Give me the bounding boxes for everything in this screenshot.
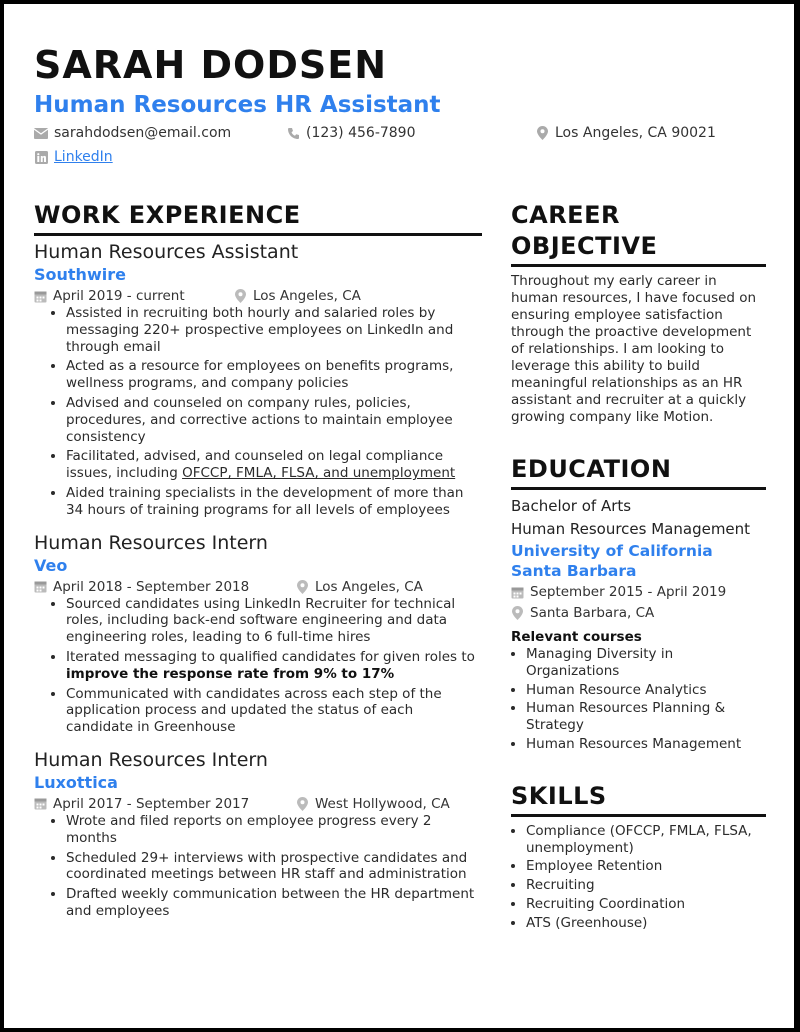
list-item: • Scheduled 29+ interviews with prospective candidates and coordinated meetings between HR staff and administration [66, 850, 482, 884]
list-item: • Human Resource Analytics [526, 682, 766, 699]
job-bullets [34, 813, 482, 920]
education-dates [511, 583, 766, 601]
job-meta [34, 287, 482, 305]
job-dates [34, 578, 296, 596]
work-experience-section [34, 200, 482, 932]
list-item: • Compliance (OFCCP, FMLA, FLSA, unemployment) [526, 823, 766, 857]
list-item: • Drafted weekly communication between the HR department and employees [66, 886, 482, 920]
list-item: • Assisted in recruiting both hourly and salaried roles by messaging 220+ prospective employees on LinkedIn and through email [66, 305, 482, 355]
map-pin-icon [296, 580, 309, 593]
location [511, 604, 654, 622]
contact-email [34, 124, 231, 142]
bullet-underlined-text: OFCCP, FMLA, FLSA, and unemployment [182, 465, 456, 482]
job-title: Human Resources Intern [34, 748, 268, 771]
job-meta [34, 795, 482, 813]
location-text: Los Angeles, CA [315, 578, 423, 595]
list-item: • Managing Diversity in Organizations [526, 646, 766, 680]
email-text: sarahdodsen@email.com [54, 125, 232, 141]
school-name: University of California Santa Barbara [511, 542, 713, 580]
job-location [296, 578, 423, 596]
job-dates [34, 287, 234, 305]
linkedin-link[interactable]: LinkedIn [54, 149, 113, 165]
candidate-name: SARAH DODSEN [34, 43, 387, 87]
degree: Bachelor of Arts [511, 497, 632, 515]
education-heading: EDUCATION [511, 454, 766, 490]
career-objective-heading [511, 200, 766, 267]
location-text: Santa Barbara, CA [530, 605, 655, 621]
list-item: • Human Resources Planning & Strategy [526, 700, 766, 734]
calendar-icon [511, 586, 524, 599]
work-experience-heading: WORK EXPERIENCE [34, 200, 482, 236]
skills-heading: SKILLS [511, 781, 766, 817]
list-item: • Recruiting Coordination [526, 896, 766, 913]
list-item: • ATS (Greenhouse) [526, 915, 766, 932]
map-pin-icon [296, 797, 309, 810]
job-dates [34, 795, 296, 813]
map-pin-icon [234, 290, 247, 303]
candidate-role: Human Resources HR Assistant [34, 92, 441, 118]
dates-text: April 2017 - September 2017 [53, 795, 250, 812]
location-text: Los Angeles, CA [253, 288, 361, 304]
list-item: • Acted as a resource for employees on benefits programs, wellness programs, and company policies [66, 358, 482, 392]
heading-line: CAREER [511, 201, 620, 229]
calendar-icon [34, 290, 47, 303]
list-item: • Aided training specialists in the development of more than 34 hours of training programs for all levels of employees [66, 485, 482, 519]
map-pin-icon [535, 126, 549, 140]
major: Human Resources Management [511, 520, 751, 538]
list-item: • Employee Retention [526, 858, 766, 875]
linkedin-icon [34, 150, 48, 164]
contact-phone [286, 124, 416, 142]
relevant-courses-label: Relevant courses [511, 629, 642, 645]
bullet-bold-text: improve the response rate from 9% to 17% [66, 665, 395, 682]
list-item: • Sourced candidates using LinkedIn Recruiter for technical roles, including back-end software engineering and data engineering roles, leading to 6 full-time hires [66, 596, 482, 646]
phone-icon [286, 126, 300, 140]
job-title: Human Resources Intern [34, 531, 268, 554]
bullet-text: Facilitated, advised, and counseled on legal compliance issues, including [66, 448, 444, 482]
list-item: • Advised and counseled on company rules, policies, procedures, and corrective actions to maintain employee consistency [66, 395, 482, 445]
list-item [66, 448, 482, 482]
contact-location [535, 124, 716, 142]
sidebar-column [511, 200, 766, 934]
dates-text: September 2015 - April 2019 [530, 584, 727, 600]
career-objective-text: Throughout my early career in human resources, I have focused on ensuring employee satisfaction through the proactive development of relationships. I am looking to leverage this ability to build meaningful relationships as an HR assistant and recruiter at a quickly growing company like Motion. [511, 273, 757, 425]
courses-list [511, 646, 766, 753]
job-entry [34, 240, 482, 519]
dates [511, 583, 726, 601]
job-entry [34, 748, 482, 920]
resume-page [4, 4, 794, 1028]
calendar-icon [34, 797, 47, 810]
list-item: • Recruiting [526, 877, 766, 894]
company-name: Southwire [34, 265, 126, 284]
company-name: Veo [34, 555, 68, 575]
education-location [511, 604, 766, 622]
contact-linkedin [34, 148, 113, 166]
job-entry [34, 531, 482, 736]
list-item: • Wrote and filed reports on employee progress every 2 months [66, 813, 482, 847]
list-item: • Human Resources Management [526, 736, 766, 753]
bullet-text: Iterated messaging to qualified candidates for given roles to [66, 648, 475, 665]
job-location [234, 287, 361, 305]
map-pin-icon [511, 607, 524, 620]
envelope-icon [34, 126, 48, 140]
job-bullets [34, 305, 482, 519]
phone-text: (123) 456-7890 [306, 125, 416, 141]
company-name: Luxottica [34, 772, 118, 792]
dates-text: April 2019 - current [53, 288, 185, 304]
heading-line: OBJECTIVE [511, 232, 658, 260]
location-text: West Hollywood, CA [315, 795, 450, 812]
job-location [296, 795, 450, 813]
job-title: Human Resources Assistant [34, 241, 299, 263]
job-bullets [34, 596, 482, 736]
location-text: Los Angeles, CA 90021 [555, 125, 716, 141]
skills-list [511, 823, 766, 932]
calendar-icon [34, 580, 47, 593]
list-item: • Communicated with candidates across each step of the application process and updated the status of each candidate in Greenhouse [66, 686, 482, 736]
dates-text: April 2018 - September 2018 [53, 578, 250, 595]
job-meta [34, 578, 482, 596]
list-item [66, 649, 482, 683]
